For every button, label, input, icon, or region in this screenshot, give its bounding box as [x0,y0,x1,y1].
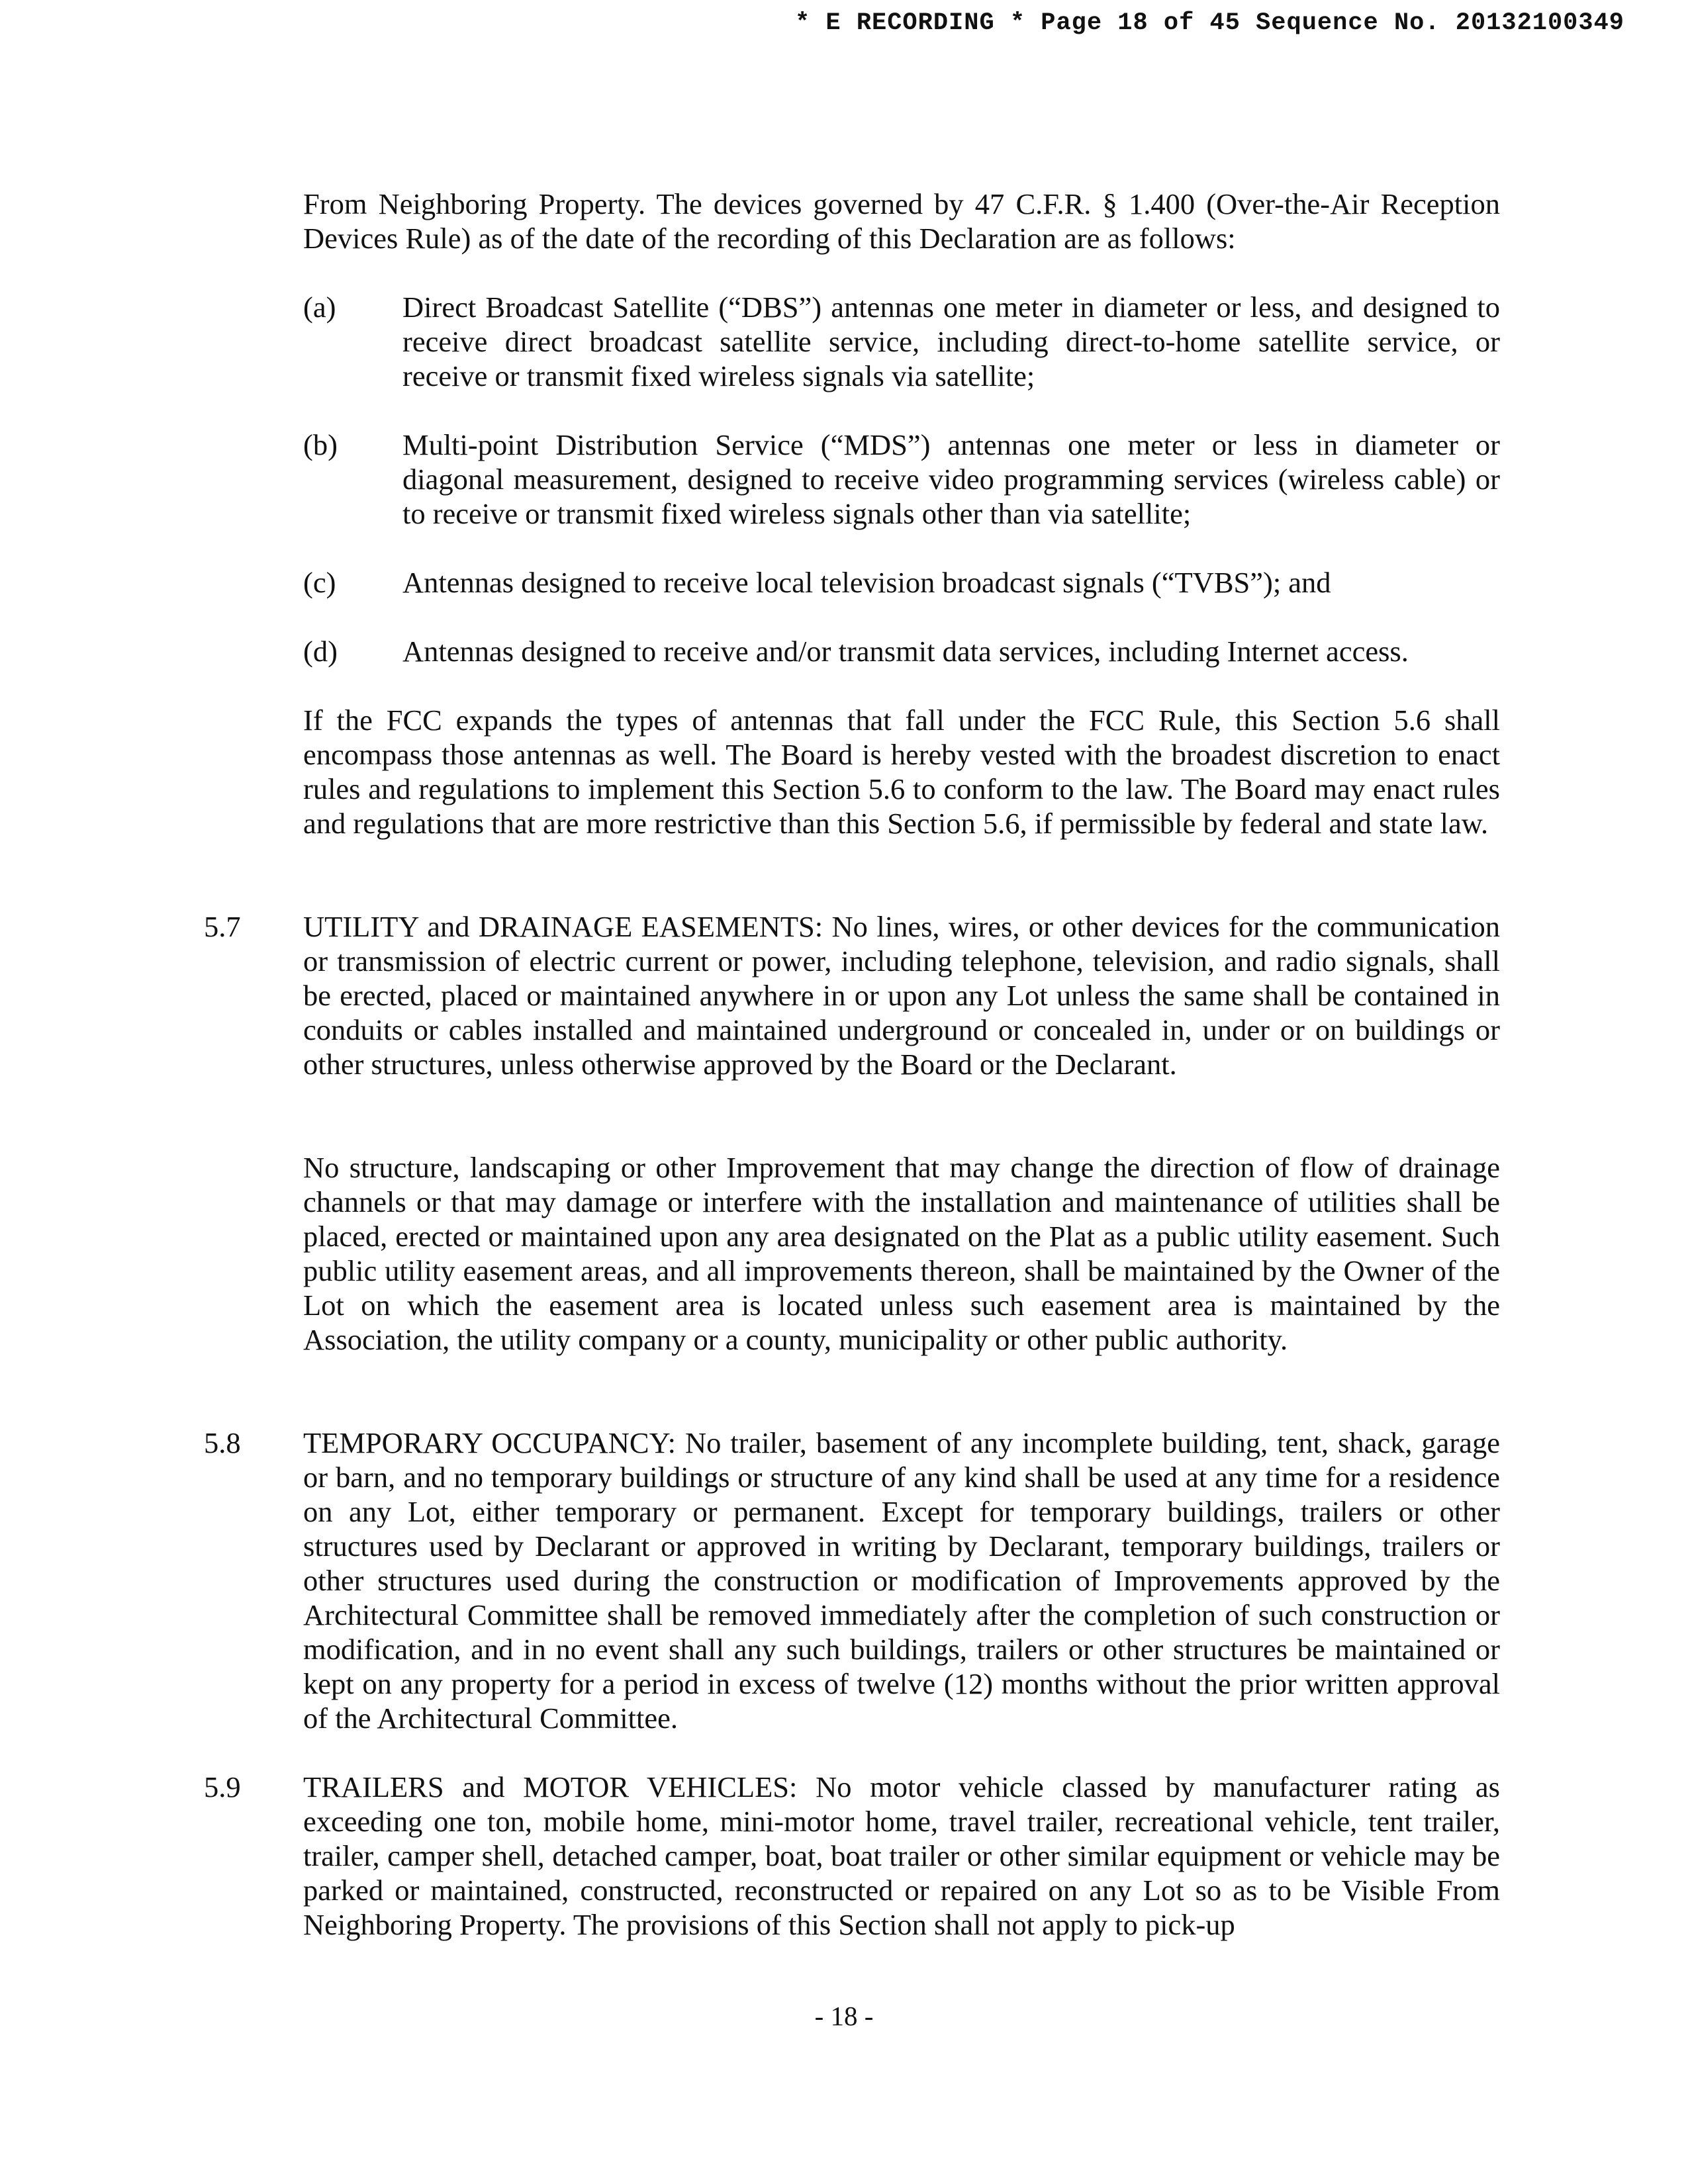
section-text: TEMPORARY OCCUPANCY: No trailer, basement of any incomplete building, tent, shack, garage or barn, and no temporary buildings or structure of any kind shall be used at any time for a residence on any Lot, either temporary or permanent. Except for temporary buildings, trailers or other structures used by Declarant or approved in writing by Declarant, temporary buildings, trailers or other structures used during the construction or modification of Improvements approved by the Architectural Committee shall be removed immediately after the completion of such construction or modification, and in no event shall any such buildings, trailers or other structures be maintained or kept on any property for a period in excess of twelve (12) months without the prior written approval of the Architectural Committee. [303,1426,1500,1735]
list-label-a: (a) [303,291,336,324]
list-text-c: Antennas designed to receive local television broadcast signals (“TVBS”); and [402,566,1331,599]
list-text-d: Antennas designed to receive and/or transmit data services, including Internet access. [402,635,1409,668]
page-number: - 18 - [814,2001,874,2031]
list-text-b: Multi-point Distribution Service (“MDS”) antennas one meter or less in diameter or diagonal measurement, designed to receive video programming services (wireless cable) or to receive or transmit fixed wireless signals other than via satellite; [402,428,1500,530]
list-label-c: (c) [303,566,336,599]
intro-paragraph: From Neighboring Property. The devices governed by 47 C.F.R. § 1.400 (Over-the-Air Reception Devices Rule) as of the date of the recording of this Declaration are as follows: [303,187,1500,255]
recording-header: * E RECORDING * Page 18 of 45 Sequence No. 20132100349 [795,9,1624,37]
section-text: TRAILERS and MOTOR VEHICLES: No motor vehicle classed by manufacturer rating as exceeding one ton, mobile home, mini-motor home, travel trailer, recreational vehicle, tent trailer, trailer, camper shell, detached camper, boat, boat trailer or other similar equipment or vehicle may be parked or maintained, constructed, reconstructed or repaired on any Lot so as to be Visible From Neighboring Property. The provisions of this Section shall not apply to pick-up [303,1770,1500,1941]
section-text: No structure, landscaping or other Improvement that may change the direction of flow of drainage channels or that may damage or interfere with the installation and maintenance of utilities shall be placed, erected or maintained upon any area designated on the Plat as a public utility easement. Such public utility easement areas, and all improvements thereon, shall be maintained by the Owner of the Lot on which the easement area is located unless such easement area is maintained by the Association, the utility company or a county, municipality or other public authority. [303,1151,1500,1356]
section-number: 5.9 [204,1770,241,1803]
list-text-a: Direct Broadcast Satellite (“DBS”) antennas one meter in diameter or less, and designed to receive direct broadcast satellite service, including direct-to-home satellite service, or receive or transmit fixed wireless signals via satellite; [402,291,1500,392]
section-number: 5.7 [204,910,241,943]
section-text: UTILITY and DRAINAGE EASEMENTS: No lines, wires, or other devices for the communication or transmission of electric current or power, including telephone, television, and radio signals, shall be erected, placed or maintained anywhere in or upon any Lot unless the same shall be contained in conduits or cables installed and maintained underground or concealed in, under or on buildings or other structures, unless otherwise approved by the Board or the Declarant. [303,910,1500,1081]
section-number: 5.8 [204,1426,241,1459]
list-label-d: (d) [303,635,338,668]
list-label-b: (b) [303,428,338,461]
fcc-paragraph: If the FCC expands the types of antennas that fall under the FCC Rule, this Section 5.6 shall encompass those antennas as well. The Board is hereby vested with the broadest discretion to enact rules and regulations to implement this Section 5.6 to conform to the law. The Board may enact rules and regulations that are more restrictive than this Section 5.6, if permissible by federal and state law. [303,704,1500,840]
